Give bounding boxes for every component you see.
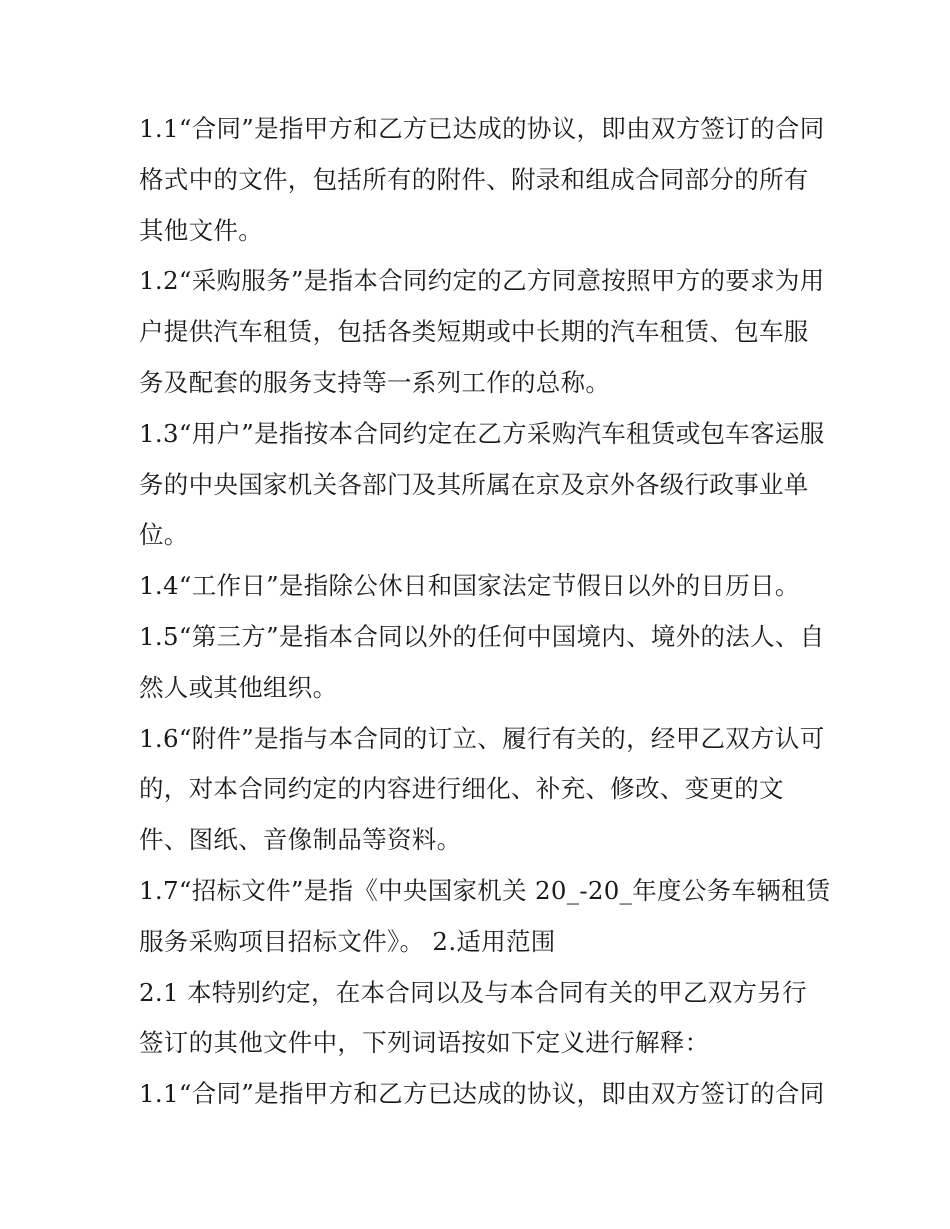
text-line: 服务采购项目招标文件》。 2.适用范围 xyxy=(139,926,556,956)
text-line: 的，对本合同约定的内容进行细化、补充、修改、变更的文 xyxy=(139,774,784,804)
text-line: 务及配套的服务支持等一系列工作的总称。 xyxy=(139,367,611,397)
document-body xyxy=(139,104,831,1120)
text-line: 务的中央国家机关各部门及其所属在京及京外各级行政事业单 xyxy=(139,469,809,499)
text-line: 1.5“第三方”是指本合同以外的任何中国境内、境外的法人、自 xyxy=(139,621,825,651)
text-line: 1.3“用户”是指按本合同约定在乙方采购汽车租赁或包车客运服 xyxy=(139,418,825,448)
text-line: 位。 xyxy=(139,520,189,550)
text-line: 1.4“工作日”是指除公休日和国家法定节假日以外的日历日。 xyxy=(139,571,800,601)
text-line: 格式中的文件，包括所有的附件、附录和组成合同部分的所有 xyxy=(139,164,809,194)
text-line: 签订的其他文件中，下列词语按如下定义进行解释： xyxy=(139,1028,710,1058)
text-line: 其他文件。 xyxy=(139,215,263,245)
text-line: 然人或其他组织。 xyxy=(139,672,338,702)
text-line: 1.6“附件”是指与本合同的订立、履行有关的，经甲乙双方认可 xyxy=(139,723,825,753)
text-line: 1.7“招标文件”是指《中央国家机关 20_-20_年度公务车辆租赁 xyxy=(139,875,831,905)
text-line: 件、图纸、音像制品等资料。 xyxy=(139,825,462,855)
text-line: 1.2“采购服务”是指本合同约定的乙方同意按照甲方的要求为用 xyxy=(139,266,825,296)
text-line: 户提供汽车租赁，包括各类短期或中长期的汽车租赁、包车服 xyxy=(139,317,809,347)
text-line: 2.1 本特别约定，在本合同以及与本合同有关的甲乙双方另行 xyxy=(139,977,807,1007)
text-line: 1.1“合同”是指甲方和乙方已达成的协议，即由双方签订的合同 xyxy=(139,114,825,143)
text-line: 1.1“合同”是指甲方和乙方已达成的协议，即由双方签订的合同 xyxy=(139,1079,825,1109)
